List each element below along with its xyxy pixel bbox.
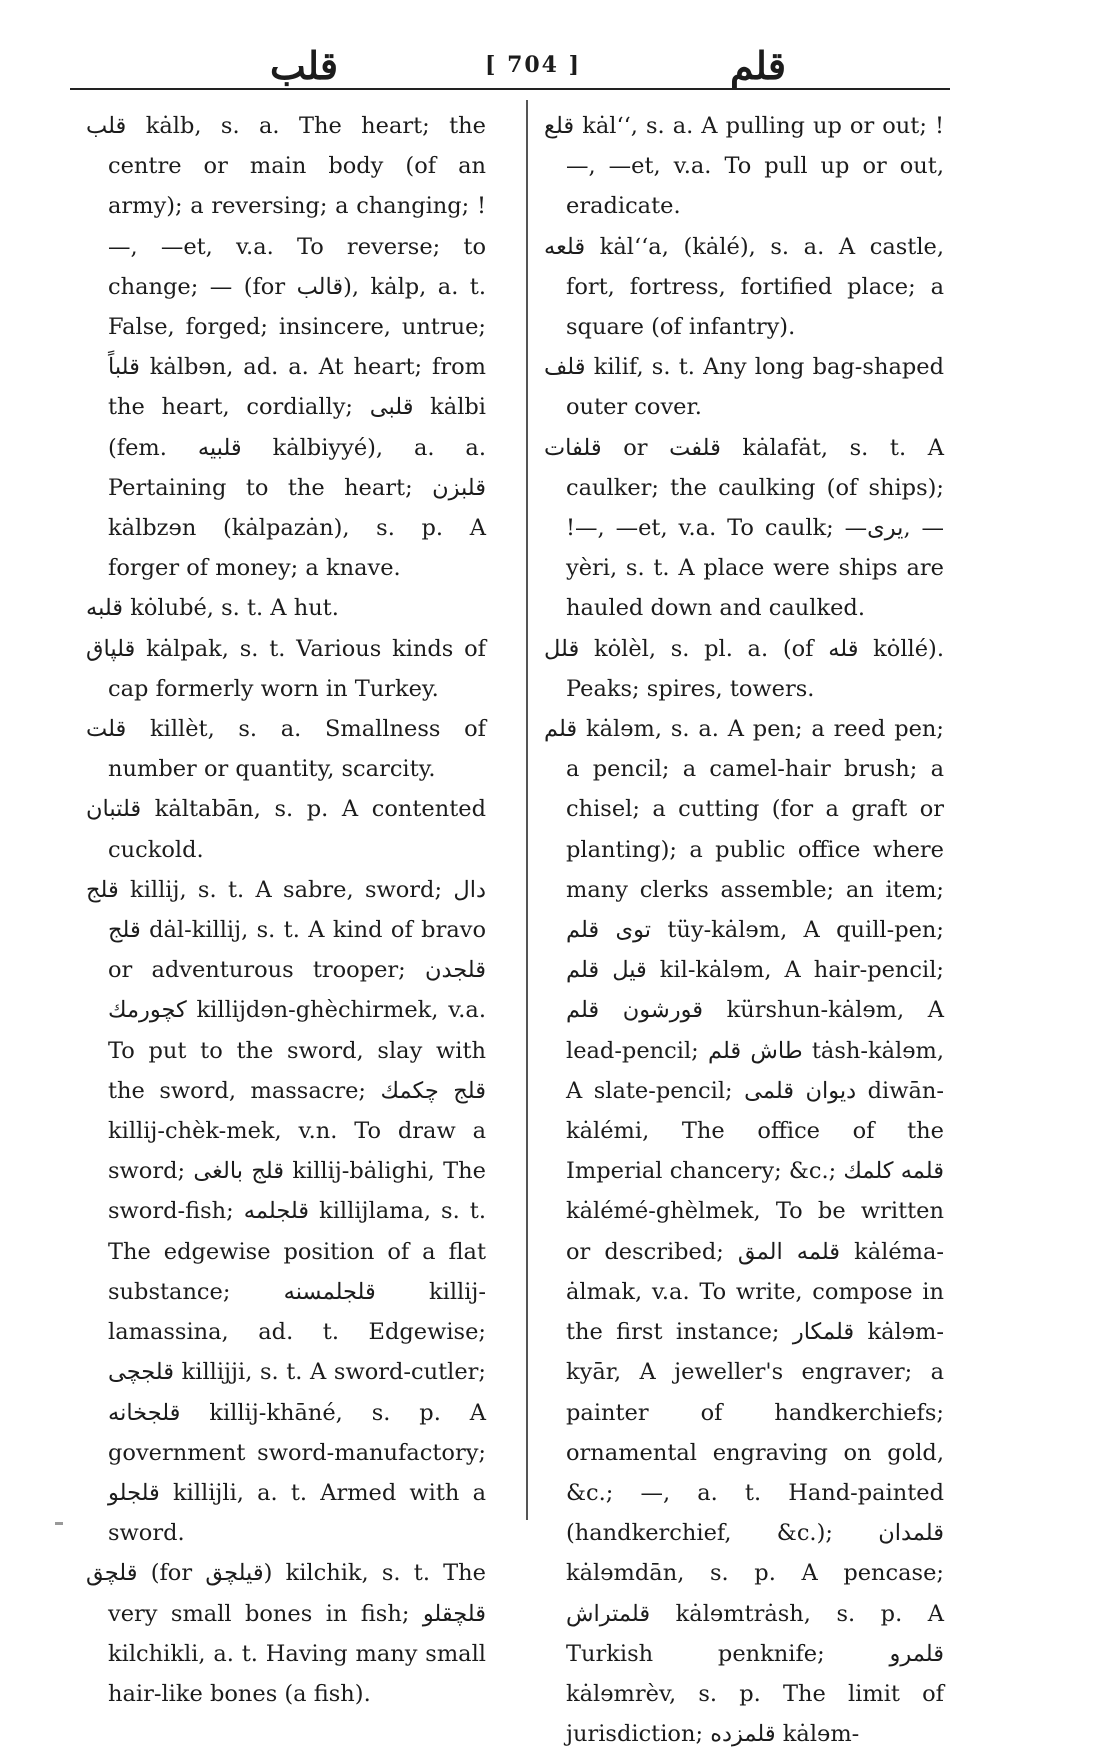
- entry-killij: قلج killij, s. t. A sabre, sword; دال قلج dȧl-killij, s. t. A kind of bravo or adventurous trooper; قلجدن کچورمك killijdɘn-ghèchirmek, v.a. To put to the sword, slay with the sword, massacre; قلج چکمك killij-chèk-mek, v.n. To draw a sword; قلج بالغی killij-bȧlighi, The sword-fish; قلجلمه killijlama, s. t. The edgewise position of a flat substance; قلجلمسنه killij-lamassina, ad. t. Edgewise; قلجچی killijji, s. t. A sword-cutler; قلجخانه killij-khāné, s. p. A government sword-manufactory; قلجلو killijli, a. t. Armed with a sword.: [86, 876, 487, 1547]
- right-column: [544, 106, 944, 1754]
- left-column: [86, 106, 486, 1714]
- entry-kolel: قلل kȯlèl, s. pl. a. (of قله kȯllé). Peaks; spires, towers.: [544, 635, 944, 702]
- entry-kaltaban: قلتبان kȧltabān, s. p. A contented cuckold.: [86, 796, 486, 863]
- entry-kalpak: قلپاق kȧlpak, s. t. Various kinds of cap formerly worn in Turkey.: [86, 635, 486, 702]
- header-rule: [70, 88, 950, 90]
- entry-kolube: قلبه kȯlubé, s. t. A hut.: [86, 595, 339, 622]
- entry-kilchik: قلچق (for قیلچق) kilchik, s. t. The very small bones in fish; قلچقلو kilchikli, a. t. Having many small hair-like bones (a fish).: [86, 1560, 486, 1707]
- entry-kal: قلع kȧl‘‘, s. a. A pulling up or out; !—, —et, v.a. To pull up or out, eradicate.: [544, 113, 944, 220]
- page-number: [ 704 ]: [485, 52, 582, 78]
- entry-kalafat: قلفات or قلفت kȧlafȧt, s. t. A caulker; the caulking (of ships); !—, —et, v.a. To caulk; —یری, —yèri, s. t. A place were ships are hauled down and caulked.: [544, 434, 944, 622]
- page-header: [0, 40, 1115, 90]
- entry-kala: قلعه kȧl‘‘a, (kȧlé), s. a. A castle, fort, fortress, fortified place; a square (of infantry).: [544, 233, 944, 341]
- entry-killet: قلت killèt, s. a. Smallness of number or quantity, scarcity.: [86, 716, 486, 783]
- scan-speck: [55, 1522, 63, 1525]
- entry-kilif: قلف kilif, s. t. Any long bag-shaped outer cover.: [544, 354, 944, 421]
- column-divider: [526, 100, 528, 1520]
- left-running-headword: قلب: [270, 43, 339, 88]
- entry-kalb: قلب kȧlb, s. a. The heart; the centre or main body (of an army); a reversing; a changing; !—, —et, v.a. To reverse; to change; — (for قالب), kȧlp, a. t. False, forged; insincere, untrue; قلباً kȧlbɘn, ad. a. At heart; from the heart, cordially; قلبی kȧlbi (fem. قلبیه kȧlbiyyé), a. a. Pertaining to the heart; قلبزن kȧlbzɘn (kȧlpazȧn), s. p. A forger of money; a knave.: [86, 113, 487, 582]
- right-running-headword: قلم: [730, 43, 787, 88]
- entry-kalem: قلم kȧlɘm, s. a. A pen; a reed pen; a pencil; a camel-hair brush; a chisel; a cutting (for a graft or planting); a public office where many clerks assemble; an item; توی قلم tüy-kȧlɘm, A quill-pen; قیل قلم kil-kȧlɘm, A hair-pencil; قورشون قلم kürshun-kȧlɘm, A lead-pencil; طاش قلم tȧsh-kȧlɘm, A slate-pencil; دیوان قلمی diwān-kȧlémi, The office of the Imperial chancery; &c.; قلمه کلمك kȧlémé-ghèlmek, To be written or described; قلمه المق kȧléma-ȧlmak, v.a. To write, compose in the first instance; قلمکار kȧlɘm-kyār, A jeweller's engraver; a painter of handkerchiefs; ornamental engraving on gold, &c.; —, a. t. Hand-painted (handkerchief, &c.); قلمدان kȧlɘmdān, s. p. A pencase; قلمتراش kȧlɘmtrȧsh, s. p. A Turkish penknife; قلمرو kȧlɘmrèv, s. p. The limit of jurisdiction; قلمزده kȧlɘm-: [544, 716, 945, 1748]
